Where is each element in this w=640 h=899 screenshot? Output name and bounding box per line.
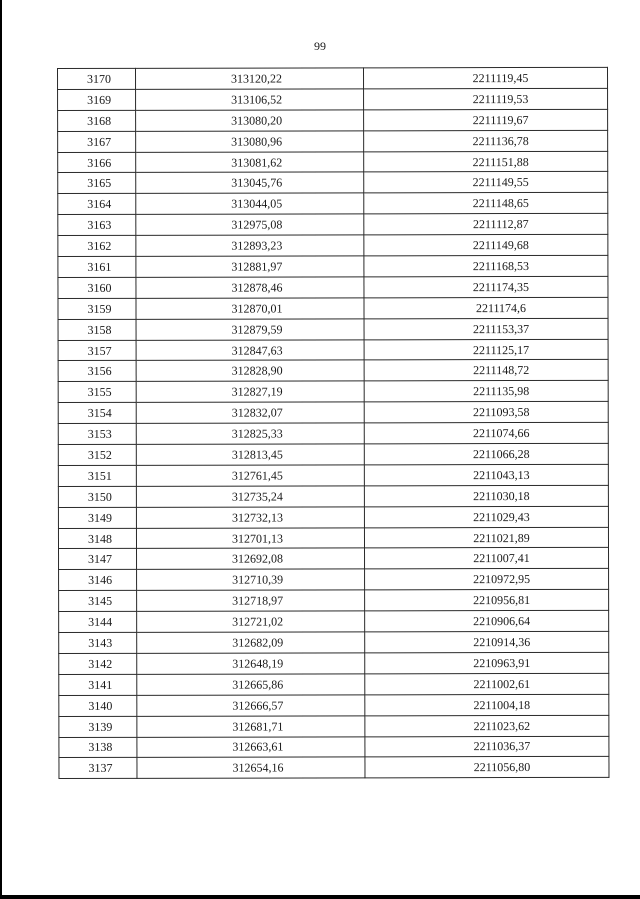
x-coordinate-cell: 312735,24 [136, 486, 364, 507]
x-coordinate-cell: 312654,16 [137, 757, 365, 778]
point-number-cell: 3165 [58, 173, 136, 194]
y-coordinate-cell: 2211093,58 [364, 402, 608, 423]
table-row [58, 506, 608, 528]
point-number-cell: 3137 [59, 758, 137, 779]
point-number-cell: 3158 [58, 319, 136, 340]
x-coordinate-cell: 312692,08 [137, 548, 365, 569]
x-coordinate-cell: 313081,62 [136, 151, 364, 172]
x-coordinate-cell: 313120,22 [136, 68, 364, 89]
table-row [59, 673, 609, 695]
x-coordinate-cell: 312828,90 [136, 360, 364, 381]
x-coordinate-cell: 312681,71 [137, 715, 365, 736]
point-number-cell: 3152 [58, 444, 136, 465]
table-row [58, 151, 608, 173]
point-number-cell: 3163 [58, 215, 136, 236]
point-number-cell: 3138 [59, 737, 137, 758]
table-row [58, 234, 608, 256]
x-coordinate-cell: 312721,02 [137, 611, 365, 632]
point-number-cell: 3167 [58, 131, 136, 152]
table-row [58, 485, 608, 507]
point-number-cell: 3144 [59, 611, 137, 632]
table-row [58, 214, 608, 236]
x-coordinate-cell: 312870,01 [136, 298, 364, 319]
y-coordinate-cell: 2210956,81 [365, 590, 609, 611]
y-coordinate-cell: 2211174,6 [364, 297, 608, 318]
point-number-cell: 3170 [58, 68, 136, 89]
y-coordinate-cell: 2211119,67 [364, 109, 608, 130]
y-coordinate-cell: 2211074,66 [364, 422, 608, 443]
table-row [59, 652, 609, 674]
point-number-cell: 3168 [58, 110, 136, 131]
table-row [59, 611, 609, 633]
y-coordinate-cell: 2210972,95 [365, 569, 609, 590]
table-row [58, 130, 608, 152]
x-coordinate-cell: 312832,07 [136, 402, 364, 423]
table-row [58, 255, 608, 277]
point-number-cell: 3142 [59, 653, 137, 674]
x-coordinate-cell: 312878,46 [136, 277, 364, 298]
y-coordinate-cell: 2210963,91 [365, 652, 609, 673]
y-coordinate-cell: 2211119,45 [364, 67, 608, 88]
x-coordinate-cell: 312710,39 [137, 569, 365, 590]
table-row [59, 715, 609, 737]
y-coordinate-cell: 2211168,53 [364, 255, 608, 276]
point-number-cell: 3169 [58, 89, 136, 110]
point-number-cell: 3166 [58, 152, 136, 173]
table-row [59, 569, 609, 591]
table-row [58, 297, 608, 319]
y-coordinate-cell: 2211004,18 [365, 694, 609, 715]
table-row [58, 109, 608, 131]
y-coordinate-cell: 2211119,53 [364, 88, 608, 109]
y-coordinate-cell: 2210914,36 [365, 631, 609, 652]
x-coordinate-cell: 313080,96 [136, 131, 364, 152]
y-coordinate-cell: 2211174,35 [364, 276, 608, 297]
point-number-cell: 3162 [58, 235, 136, 256]
x-coordinate-cell: 312827,19 [136, 381, 364, 402]
x-coordinate-cell: 312648,19 [137, 653, 365, 674]
x-coordinate-cell: 312718,97 [137, 590, 365, 611]
y-coordinate-cell: 2211007,41 [365, 548, 609, 569]
coordinates-table-body [58, 67, 609, 778]
point-number-cell: 3151 [58, 465, 136, 486]
y-coordinate-cell: 2211151,88 [364, 151, 608, 172]
y-coordinate-cell: 2211125,17 [364, 339, 608, 360]
x-coordinate-cell: 313080,20 [136, 110, 364, 131]
x-coordinate-cell: 312975,08 [136, 214, 364, 235]
table-row [59, 736, 609, 758]
point-number-cell: 3160 [58, 277, 136, 298]
point-number-cell: 3161 [58, 256, 136, 277]
scan-edge-bottom [0, 895, 640, 899]
point-number-cell: 3159 [58, 298, 136, 319]
table-row [59, 757, 609, 779]
x-coordinate-cell: 312881,97 [136, 256, 364, 277]
table-row [59, 631, 609, 653]
point-number-cell: 3154 [58, 403, 136, 424]
x-coordinate-cell: 313045,76 [136, 172, 364, 193]
y-coordinate-cell: 2211136,78 [364, 130, 608, 151]
point-number-cell: 3147 [59, 549, 137, 570]
y-coordinate-cell: 2211153,37 [364, 318, 608, 339]
table-row [58, 360, 608, 382]
point-number-cell: 3140 [59, 695, 137, 716]
table-row [58, 193, 608, 215]
x-coordinate-cell: 312879,59 [136, 319, 364, 340]
y-coordinate-cell: 2211112,87 [364, 214, 608, 235]
y-coordinate-cell: 2211066,28 [364, 443, 608, 464]
table-row [59, 694, 609, 716]
x-coordinate-cell: 312813,45 [136, 444, 364, 465]
x-coordinate-cell: 312825,33 [136, 423, 364, 444]
y-coordinate-cell: 2211021,89 [364, 527, 608, 548]
table-row [58, 172, 608, 194]
point-number-cell: 3145 [59, 591, 137, 612]
y-coordinate-cell: 2211056,80 [365, 757, 609, 778]
point-number-cell: 3156 [58, 361, 136, 382]
point-number-cell: 3139 [59, 716, 137, 737]
table-row [58, 527, 608, 549]
y-coordinate-cell: 2211149,55 [364, 172, 608, 193]
y-coordinate-cell: 2211135,98 [364, 381, 608, 402]
point-number-cell: 3150 [58, 486, 136, 507]
x-coordinate-cell: 312761,45 [136, 465, 364, 486]
x-coordinate-cell: 312682,09 [137, 632, 365, 653]
x-coordinate-cell: 312665,86 [137, 674, 365, 695]
point-number-cell: 3148 [58, 528, 136, 549]
point-number-cell: 3157 [58, 340, 136, 361]
y-coordinate-cell: 2211043,13 [364, 464, 608, 485]
y-coordinate-cell: 2211030,18 [364, 485, 608, 506]
table-row [58, 339, 608, 361]
scan-edge-left [0, 0, 2, 899]
coordinates-table [57, 67, 609, 779]
table-row [58, 464, 608, 486]
y-coordinate-cell: 2211023,62 [365, 715, 609, 736]
x-coordinate-cell: 312701,13 [136, 527, 364, 548]
y-coordinate-cell: 2211036,37 [365, 736, 609, 757]
y-coordinate-cell: 2211149,68 [364, 234, 608, 255]
table-row [58, 422, 608, 444]
y-coordinate-cell: 2211002,61 [365, 673, 609, 694]
page-number: 99 [314, 39, 326, 53]
y-coordinate-cell: 2211148,72 [364, 360, 608, 381]
table-row [58, 402, 608, 424]
table-row [59, 548, 609, 570]
x-coordinate-cell: 313106,52 [136, 89, 364, 110]
y-coordinate-cell: 2211148,65 [364, 193, 608, 214]
table-row [58, 88, 608, 110]
point-number-cell: 3141 [59, 674, 137, 695]
point-number-cell: 3164 [58, 194, 136, 215]
x-coordinate-cell: 312666,57 [137, 695, 365, 716]
table-row [58, 318, 608, 340]
table-row [58, 443, 608, 465]
table-row [58, 67, 608, 89]
x-coordinate-cell: 313044,05 [136, 193, 364, 214]
point-number-cell: 3143 [59, 632, 137, 653]
table-row [58, 276, 608, 298]
x-coordinate-cell: 312663,61 [137, 736, 365, 757]
y-coordinate-cell: 2211029,43 [364, 506, 608, 527]
x-coordinate-cell: 312847,63 [136, 339, 364, 360]
x-coordinate-cell: 312893,23 [136, 235, 364, 256]
x-coordinate-cell: 312732,13 [136, 507, 364, 528]
table-row [58, 381, 608, 403]
y-coordinate-cell: 2210906,64 [365, 611, 609, 632]
point-number-cell: 3146 [59, 570, 137, 591]
point-number-cell: 3153 [58, 423, 136, 444]
table-row [59, 590, 609, 612]
point-number-cell: 3149 [58, 507, 136, 528]
point-number-cell: 3155 [58, 382, 136, 403]
